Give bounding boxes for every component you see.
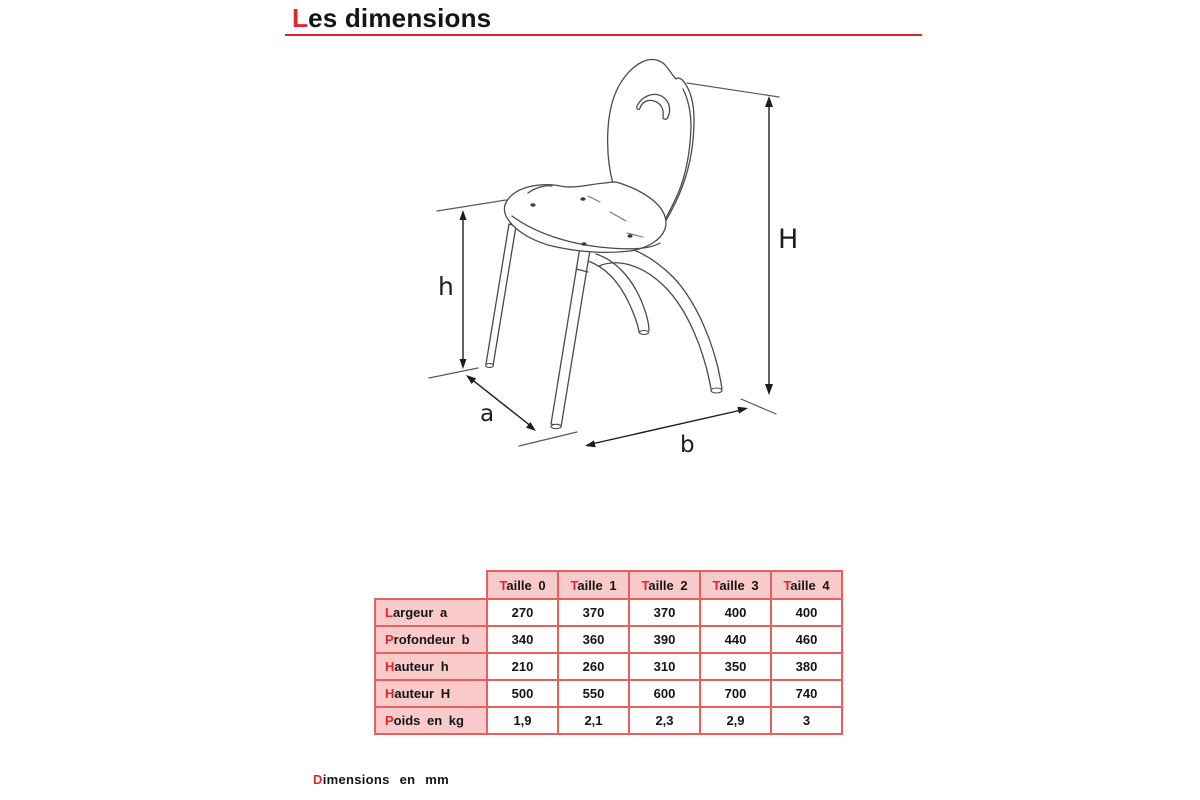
- title-rest: es dimensions: [308, 3, 492, 33]
- arrowhead-a-start: [466, 375, 476, 384]
- dim-label-b: b: [680, 432, 695, 458]
- header-initial: T: [712, 577, 720, 593]
- header-rest: aille 4: [790, 577, 830, 593]
- chair-foot-rear-far: [640, 331, 649, 335]
- cell-poids-t4: 3: [771, 707, 842, 734]
- label-initial: P: [385, 632, 394, 647]
- footnote-initial-letter: D: [313, 772, 323, 787]
- table-row-largeur: [375, 599, 842, 626]
- label-rest: auteur H: [394, 686, 451, 701]
- cell-profondeur-t4: 460: [771, 626, 842, 653]
- label-rest: rofondeur b: [393, 632, 470, 647]
- cell-hauteur-H-t4: 740: [771, 680, 842, 707]
- table-row-hauteur-h: [375, 653, 842, 680]
- chair-drawing: [486, 59, 723, 428]
- seat-screw: [580, 197, 585, 201]
- header-rest: aille 1: [577, 577, 617, 593]
- dimensions-table: [374, 570, 843, 735]
- table-header-row: [375, 571, 842, 599]
- cell-hauteur-h-t0: 210: [487, 653, 558, 680]
- dim-label-H: H: [778, 224, 799, 255]
- seat-screw: [530, 203, 535, 207]
- label-rest: oids en kg: [393, 713, 464, 728]
- arrowhead-H-top: [765, 96, 773, 107]
- extension-line-bottom-right: [741, 399, 776, 414]
- cell-largeur-t3: 400: [700, 599, 771, 626]
- header-initial: T: [641, 577, 649, 593]
- footnote-rest: imensions en mm: [322, 772, 450, 787]
- arrowhead-h-bottom: [460, 359, 467, 369]
- column-header-taille-0: [487, 571, 558, 599]
- label-initial: P: [385, 713, 394, 728]
- cell-hauteur-h-t1: 260: [558, 653, 629, 680]
- cell-profondeur-t2: 390: [629, 626, 700, 653]
- chair-foot-front-near: [551, 424, 561, 428]
- extension-line-seat-level: [437, 200, 506, 211]
- title-initial-letter: L: [292, 3, 309, 33]
- dim-label-a: a: [480, 401, 495, 427]
- arrowhead-b-start: [585, 440, 596, 447]
- label-initial: H: [385, 659, 395, 674]
- cell-largeur-t2: 370: [629, 599, 700, 626]
- cell-poids-t3: 2,9: [700, 707, 771, 734]
- chair-arch-leg-far: [596, 254, 649, 331]
- cell-largeur-t1: 370: [558, 599, 629, 626]
- label-rest: auteur h: [394, 659, 449, 674]
- label-rest: argeur a: [392, 605, 448, 620]
- label-initial: L: [385, 605, 393, 620]
- column-header-taille-4: [771, 571, 842, 599]
- cell-profondeur-t3: 440: [700, 626, 771, 653]
- chair-foot-rear-near: [711, 388, 722, 393]
- cell-hauteur-H-t2: 600: [629, 680, 700, 707]
- label-initial: H: [385, 686, 395, 701]
- page-title: [285, 4, 922, 36]
- extension-line-ground-left: [429, 368, 478, 378]
- table-row-profondeur: [375, 626, 842, 653]
- chair-foot-front-far: [486, 364, 494, 368]
- chair-arch-leg-far-inner: [588, 261, 639, 332]
- arrowhead-b-end: [737, 407, 748, 414]
- cell-largeur-t0: 270: [487, 599, 558, 626]
- cell-poids-t0: 1,9: [487, 707, 558, 734]
- dim-line-b: [587, 409, 746, 445]
- page-title-text: [292, 3, 491, 33]
- row-label-poids: [375, 707, 487, 734]
- column-header-taille-1: [558, 571, 629, 599]
- seat-screw: [581, 242, 586, 246]
- arrowhead-h-top: [460, 210, 467, 220]
- cell-hauteur-h-t4: 380: [771, 653, 842, 680]
- header-initial: T: [783, 577, 791, 593]
- cell-largeur-t4: 400: [771, 599, 842, 626]
- cell-hauteur-h-t3: 350: [700, 653, 771, 680]
- table-row-hauteur-H: [375, 680, 842, 707]
- cell-poids-t2: 2,3: [629, 707, 700, 734]
- header-rest: aille 2: [648, 577, 688, 593]
- header-rest: aille 0: [506, 577, 546, 593]
- dim-label-h: h: [438, 272, 454, 301]
- header-initial: T: [570, 577, 578, 593]
- arrowhead-H-bottom: [765, 384, 773, 395]
- cell-hauteur-H-t1: 550: [558, 680, 629, 707]
- cell-hauteur-H-t3: 700: [700, 680, 771, 707]
- cell-hauteur-h-t2: 310: [629, 653, 700, 680]
- row-label-hauteur-H: [375, 680, 487, 707]
- row-label-hauteur-h: [375, 653, 487, 680]
- extension-line-top: [687, 83, 779, 97]
- chair-front-leg-near: [551, 247, 590, 427]
- cell-poids-t1: 2,1: [558, 707, 629, 734]
- chair-front-leg-far: [486, 224, 516, 366]
- chair-dimensions-diagram: [415, 55, 835, 467]
- table-row-poids: [375, 707, 842, 734]
- column-header-taille-2: [629, 571, 700, 599]
- column-header-taille-3: [700, 571, 771, 599]
- table-corner-cell: [375, 571, 487, 599]
- row-label-largeur-a: [375, 599, 487, 626]
- header-rest: aille 3: [719, 577, 759, 593]
- cell-hauteur-H-t0: 500: [487, 680, 558, 707]
- units-footnote: [313, 772, 449, 787]
- extension-line-front-foot: [519, 432, 577, 446]
- cell-profondeur-t0: 340: [487, 626, 558, 653]
- row-label-profondeur-b: [375, 626, 487, 653]
- header-initial: T: [499, 577, 507, 593]
- cell-profondeur-t1: 360: [558, 626, 629, 653]
- chair-arch-leg-near: [592, 244, 722, 389]
